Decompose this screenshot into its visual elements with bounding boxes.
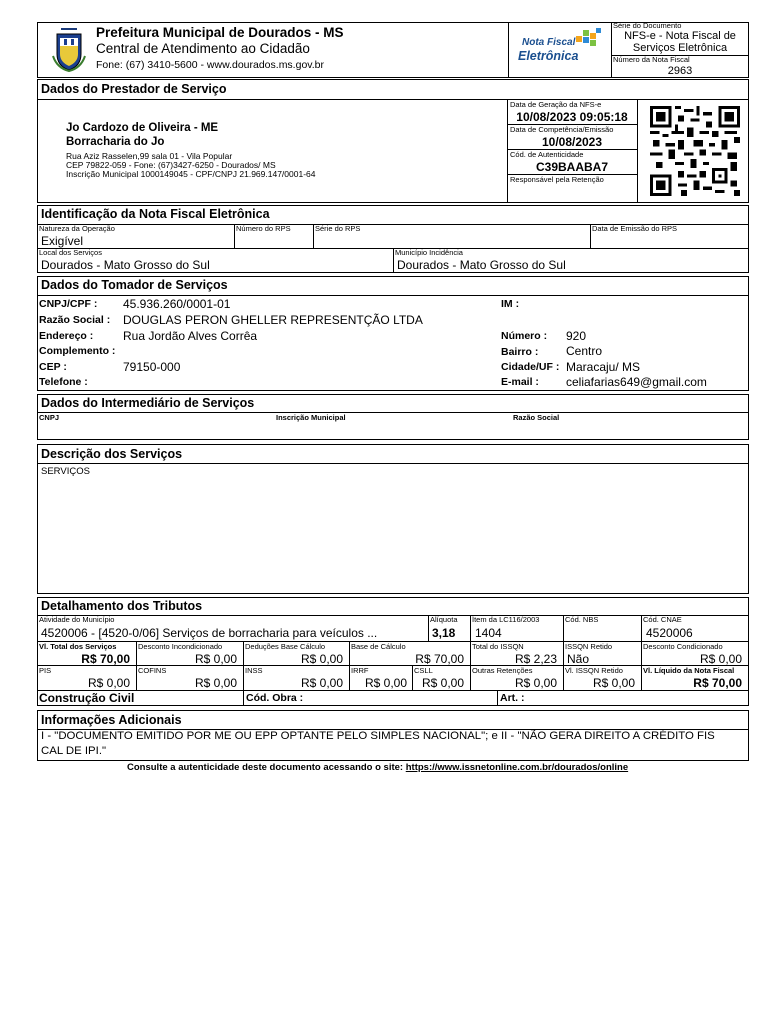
local-servicos-label: Local dos Serviços <box>39 248 102 257</box>
serie-value-2: Serviços Eletrônica <box>632 42 728 54</box>
desc-cond-label: Desconto Condicionado <box>643 642 723 651</box>
informacoes-title: Informações Adicionais <box>41 713 182 727</box>
desc-incond-value: R$ 0,00 <box>194 652 237 666</box>
issqn-value: R$ 2,23 <box>514 652 557 666</box>
cod-obra-label: Cód. Obra : <box>246 692 304 704</box>
cep-value: 79150-000 <box>123 360 181 374</box>
divider <box>37 295 749 296</box>
desc-incond-label: Desconto Incondicionado <box>138 642 223 651</box>
nbs-label: Cód. NBS <box>565 615 599 624</box>
serie-value-1: NFS-e - Nota Fiscal de <box>624 30 736 42</box>
prestador-address: Rua Aziz Rasselen,99 sala 01 - Vila Popular <box>66 151 233 161</box>
tomador-title: Dados do Tomador de Serviços <box>41 278 228 292</box>
competencia-value: 10/08/2023 <box>541 135 603 149</box>
divider <box>470 615 471 641</box>
divider <box>590 224 591 248</box>
aliquota-value: 3,18 <box>432 626 456 640</box>
bairro-value: Centro <box>566 344 603 358</box>
inss-value: R$ 0,00 <box>300 676 343 690</box>
city-title: Prefeitura Municipal de Dourados - MS <box>96 25 344 40</box>
art-label: Art. : <box>500 692 525 704</box>
nfe-logo-text-1: Nota Fiscal <box>522 37 576 48</box>
prestador-inscricao: Inscrição Municipal 1000149045 - CPF/CNPJ 21.969.147/0001-64 <box>66 169 316 179</box>
inss-label: INSS <box>245 666 263 675</box>
divider <box>393 248 394 273</box>
deducoes-label: Deduções Base Cálculo <box>245 642 326 651</box>
city-subtitle: Central de Atendimento ao Cidadão <box>96 41 310 56</box>
prestador-cep: CEP 79822-059 - Fone: (67)3427-6250 - Dourados/ MS <box>66 160 276 170</box>
qr-code-icon[interactable] <box>648 106 742 196</box>
cod-autenticidade-value: C39BAABA7 <box>535 160 609 174</box>
descricao-box <box>37 444 749 594</box>
local-servicos-value: Dourados - Mato Grosso do Sul <box>41 258 210 272</box>
geracao-value: 10/08/2023 09:05:18 <box>516 110 628 124</box>
divider <box>37 412 749 413</box>
cnpj-label: CNPJ/CPF : <box>39 298 98 310</box>
issqn-retido-label: ISSQN Retido <box>565 642 613 651</box>
cidade-value: Maracaju/ MS <box>566 360 641 374</box>
email-label: E-mail : <box>501 376 539 388</box>
total-servicos-value: R$ 70,00 <box>81 652 130 666</box>
numero-rps-label: Número do RPS <box>236 224 291 233</box>
divider <box>641 615 642 641</box>
issqn-label: Total do ISSQN <box>472 642 524 651</box>
city-contact: Fone: (67) 3410-5600 - www.dourados.ms.gov.br <box>96 59 325 71</box>
issqn-retido-value: Não <box>567 652 590 666</box>
nfe-logo <box>514 26 606 72</box>
cod-autenticidade-label: Cód. de Autenticidade <box>510 150 584 159</box>
csll-value: R$ 0,00 <box>421 676 464 690</box>
natureza-label: Natureza da Operação <box>39 224 115 233</box>
prestador-title: Dados do Prestador de Serviço <box>41 82 227 96</box>
natureza-value: Exigível <box>41 234 84 248</box>
geracao-label: Data de Geração da NFS-e <box>510 100 602 109</box>
pis-value: R$ 0,00 <box>87 676 130 690</box>
informacoes-line-1: I - "DOCUMENTO EMITIDO POR ME OU EPP OPTANTE PELO SIMPLES NACIONAL"; e II - "NÃO GERA DIREITO A CRÉDITO FIS <box>41 730 715 742</box>
cofins-value: R$ 0,00 <box>194 676 237 690</box>
serie-label: Série do Documento <box>613 21 682 30</box>
item-lc-value: 1404 <box>475 626 502 640</box>
atividade-label: Atividade do Município <box>39 615 115 624</box>
footer-text: Consulte a autenticidade deste documento acessando o site: <box>127 762 404 773</box>
divider <box>234 224 235 248</box>
numero-value: 920 <box>566 329 587 343</box>
base-calculo-label: Base de Cálculo <box>351 642 406 651</box>
cofins-label: COFINS <box>138 666 167 675</box>
vl-issqn-retido-value: R$ 0,00 <box>592 676 635 690</box>
razao-value: DOUGLAS PERON GHELLER REPRESENTÇÃO LTDA <box>123 313 423 327</box>
desc-cond-value: R$ 0,00 <box>699 652 742 666</box>
divider <box>313 224 314 248</box>
cep-label: CEP : <box>39 361 67 373</box>
divider <box>563 641 564 665</box>
tributos-title: Detalhamento dos Tributos <box>41 599 203 613</box>
cidade-label: Cidade/UF : <box>501 361 560 373</box>
cnae-label: Cód. CNAE <box>643 615 682 624</box>
base-calculo-value: R$ 70,00 <box>415 652 464 666</box>
liquido-value: R$ 70,00 <box>693 676 742 690</box>
bairro-label: Bairro : <box>501 346 539 358</box>
deducoes-value: R$ 0,00 <box>300 652 343 666</box>
endereco-label: Endereço : <box>39 330 94 342</box>
divider <box>428 615 429 641</box>
municipio-label: Município Incidência <box>395 248 463 257</box>
prestador-trade-name: Borracharia do Jo <box>66 136 165 148</box>
footer-link[interactable]: https://www.issnetonline.com.br/dourados/online <box>405 762 629 773</box>
divider <box>637 99 638 203</box>
irrf-label: IRRF <box>351 666 369 675</box>
atividade-value: 4520006 - [4520-0/06] Serviços de borracharia para veículos ... <box>41 626 378 640</box>
numero-label: Número : <box>501 330 548 342</box>
prestador-name: Jo Cardozo de Oliveira - ME <box>66 122 219 134</box>
total-servicos-label: Vl. Total dos Serviços <box>39 642 117 651</box>
intermediario-razao-label: Razão Social <box>513 413 560 422</box>
data-rps-label: Data de Emissão do RPS <box>592 224 678 233</box>
email-value: celiafarias649@gmail.com <box>566 375 707 389</box>
nfe-logo-icon <box>576 28 602 50</box>
cnpj-value: 45.936.260/0001-01 <box>123 297 231 311</box>
divider <box>508 22 509 78</box>
descricao-title: Descrição dos Serviços <box>41 447 183 461</box>
intermediario-cnpj-label: CNPJ <box>39 413 60 422</box>
divider <box>497 690 498 706</box>
aliquota-label: Alíquota <box>430 615 458 624</box>
informacoes-line-2: CAL DE IPI." <box>41 745 107 757</box>
competencia-label: Data de Competência/Emissão <box>510 125 614 134</box>
item-lc-label: Ítem da LC116/2003 <box>472 615 540 624</box>
outras-retencoes-label: Outras Retenções <box>472 666 533 675</box>
responsavel-label: Responsável pela Retenção <box>510 175 604 184</box>
liquido-label: Vl. Líquido da Nota Fiscal <box>643 666 735 675</box>
divider <box>37 99 749 100</box>
city-crest-icon <box>51 26 87 72</box>
numero-nf-value: 2963 <box>667 65 693 77</box>
divider <box>563 615 564 641</box>
numero-nf-label: Número da Nota Fiscal <box>613 55 690 64</box>
nfe-logo-text-2: Eletrônica <box>518 49 579 63</box>
telefone-label: Telefone : <box>39 376 88 388</box>
vl-issqn-retido-label: Vl. ISSQN Retido <box>565 666 623 675</box>
im-label: IM : <box>501 298 520 310</box>
intermediario-inscricao-label: Inscrição Municipal <box>276 413 346 422</box>
descricao-text: SERVIÇOS <box>41 466 90 477</box>
irrf-value: R$ 0,00 <box>364 676 407 690</box>
csll-label: CSLL <box>414 666 433 675</box>
construcao-civil-label: Construção Civil <box>39 691 135 705</box>
endereco-value: Rua Jordão Alves Corrêa <box>123 329 258 343</box>
municipio-value: Dourados - Mato Grosso do Sul <box>397 258 566 272</box>
complemento-label: Complemento : <box>39 345 116 357</box>
intermediario-title: Dados do Intermediário de Serviços <box>41 396 255 410</box>
divider <box>37 690 749 691</box>
footer <box>127 762 628 773</box>
razao-label: Razão Social : <box>39 314 111 326</box>
divider <box>243 690 244 706</box>
divider <box>37 463 749 464</box>
pis-label: PIS <box>39 666 52 675</box>
cnae-value: 4520006 <box>646 626 693 640</box>
serie-rps-label: Série do RPS <box>315 224 361 233</box>
outras-retencoes-value: R$ 0,00 <box>514 676 557 690</box>
identificacao-title: Identificação da Nota Fiscal Eletrônica <box>41 207 270 221</box>
